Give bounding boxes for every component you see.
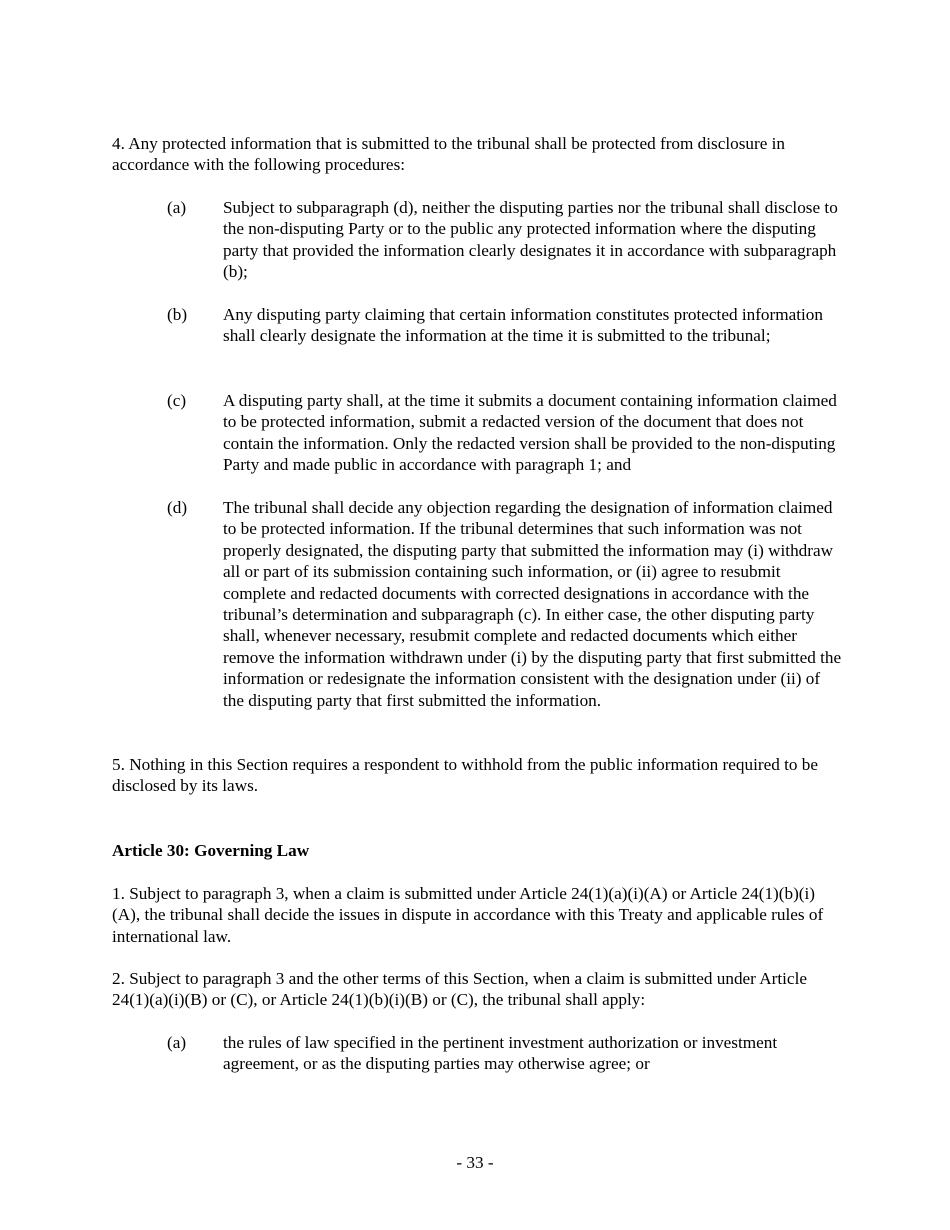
list-label: (a) [167, 198, 187, 217]
paragraph-5: 5. Nothing in this Section requires a respondent to withhold from the public information required to be disclosed by its laws. [112, 755, 818, 796]
paragraph-4: 4. Any protected information that is submitted to the tribunal shall be protected from disclosure in accordance with the following procedures: [112, 134, 786, 175]
page-number: - 33 - [456, 1153, 494, 1172]
list-text: Subject to subparagraph (d), neither the disputing parties nor the tribunal shall disclose to the non-disputing Party or to the public any protected information where the disputing party that provided the information clearly designates it in accordance with subparagraph (b); [223, 198, 838, 282]
list-label: (a) [167, 1033, 187, 1052]
list-text: The tribunal shall decide any objection regarding the designation of information claimed to be protected information. If the tribunal determines that such information was not properly designated, the disputing party that submitted the information may (i) withdraw all or part of its submission containing such information, or (ii) agree to resubmit complete and redacted documents with corrected designations in accordance with the tribunal’s determination and subparagraph (c). In either case, the other disputing party shall, whenever necessary, resubmit complete and redacted documents which either remove the information withdrawn under (i) by the disputing party that first submitted the information or redesignate the information consistent with the designation under (ii) of the disputing party that first submitted the information. [223, 498, 842, 710]
list-label: (d) [167, 498, 188, 517]
list-label: (b) [167, 305, 188, 324]
article-30-paragraph-2: 2. Subject to paragraph 3 and the other terms of this Section, when a claim is submitted under Article 24(1)(a)(i)(B) or (C), or Article 24(1)(b)(i)(B) or (C), the tribunal shall apply: [112, 969, 807, 1010]
list-text: Any disputing party claiming that certain information constitutes protected information shall clearly designate the information at the time it is submitted to the tribunal; [223, 305, 823, 346]
article-30-paragraph-1: 1. Subject to paragraph 3, when a claim is submitted under Article 24(1)(a)(i)(A) or Article 24(1)(b)(i)(A), the tribunal shall decide the issues in dispute in accordance with this Treaty and applicable rules of international law. [112, 884, 824, 946]
list-text: A disputing party shall, at the time it submits a document containing information claimed to be protected information, submit a redacted version of the document that does not contain the information. Only the redacted version shall be provided to the non-disputing Party and made public in accordance with paragraph 1; and [223, 391, 837, 475]
list-label: (c) [167, 391, 187, 410]
article-30-heading: Article 30: Governing Law [112, 841, 310, 860]
list-text: the rules of law specified in the pertinent investment authorization or investment agreement, or as the disputing parties may otherwise agree; or [223, 1033, 778, 1074]
